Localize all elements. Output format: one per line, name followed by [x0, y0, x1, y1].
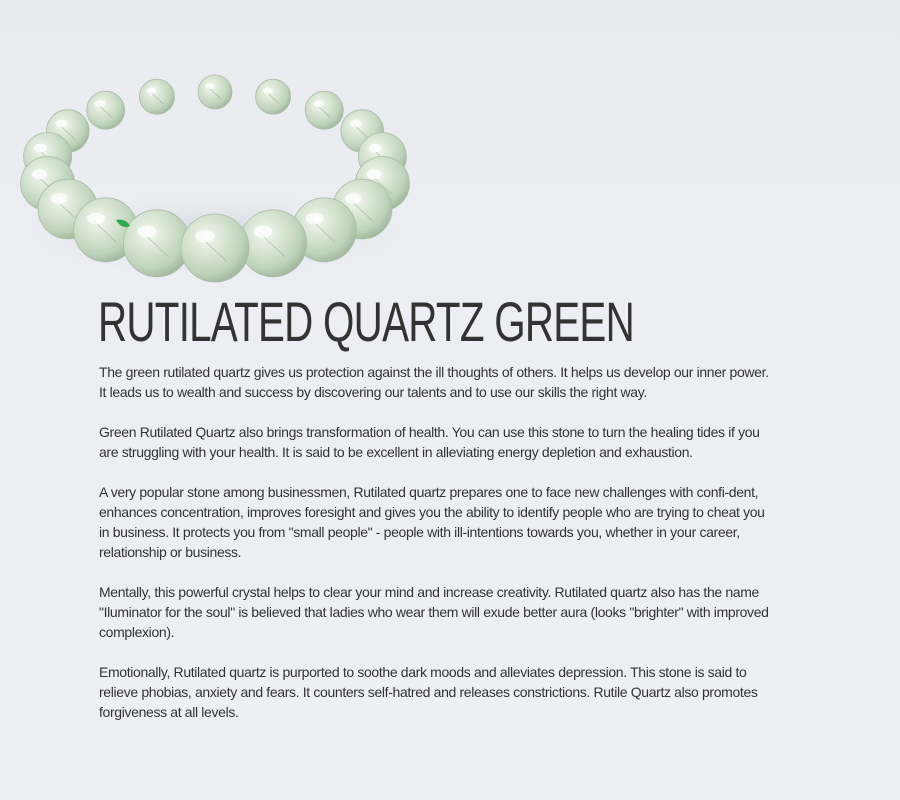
bead-highlight — [254, 226, 273, 238]
bead-highlight — [51, 193, 68, 204]
bead-highlight — [137, 226, 156, 238]
page-title: RUTILATED QUARTZ GREEN — [98, 290, 635, 353]
paragraph-health: Green Rutilated Quartz also brings transformation of health. You can use this stone to turn the healing tides if you are struggling with your health. It is said to be excellent in alleviating energy depletion and exhaustion. — [99, 424, 760, 460]
bead-highlight — [205, 83, 215, 89]
bead-highlight — [32, 169, 47, 179]
bead — [198, 75, 232, 109]
bead — [305, 91, 343, 129]
bracelet-beads — [15, 75, 415, 282]
paragraph-protection: The green rutilated quartz gives us protection against the ill thoughts of others. It helps us develop our inner power. It leads us to wealth and success by discovering our talents and to use our skills the right way. — [99, 364, 769, 400]
paragraph-emotional: Emotionally, Rutilated quartz is purported to soothe dark moods and alleviates depression. This stone is said to relieve phobias, anxiety and fears. It counters self-hatred and releases constrictions. Rutile Quartz also promotes forgiveness at all levels. — [99, 664, 758, 720]
bead — [123, 210, 190, 277]
bead-highlight — [313, 100, 324, 107]
bead — [87, 91, 125, 129]
bead — [181, 214, 249, 282]
description — [99, 362, 771, 742]
bead-highlight — [367, 169, 382, 179]
bead — [240, 210, 307, 277]
bead-highlight — [195, 230, 214, 242]
bead-highlight — [95, 100, 106, 107]
paragraph-mental: Mentally, this powerful crystal helps to clear your mind and increase creativity. Rutilated quartz also has the name "Iluminator for the soul" is believed that ladies who wear them will exude better aura (looks "brighter" with improved complexion). — [99, 584, 769, 640]
bead — [139, 79, 174, 114]
bracelet-photo — [0, 30, 440, 290]
paragraph-business: A very popular stone among businessmen, Rutilated quartz prepares one to face new challenges with confi-dent, enhances concentration, improves foresight and gives you the ability to identify people who are trying to cheat you in business. It protects you from "small people" - people with ill-intentions towards you, whether in your career, relationship or business. — [99, 484, 765, 560]
bead-highlight — [34, 144, 47, 153]
bead-highlight — [87, 213, 105, 225]
bead-highlight — [345, 193, 362, 204]
bead-highlight — [306, 213, 324, 225]
bead-highlight — [263, 87, 273, 93]
bead-highlight — [369, 144, 382, 153]
bead-highlight — [55, 120, 67, 128]
bead-highlight — [350, 120, 362, 128]
bead — [256, 79, 291, 114]
bead-highlight — [147, 87, 157, 93]
